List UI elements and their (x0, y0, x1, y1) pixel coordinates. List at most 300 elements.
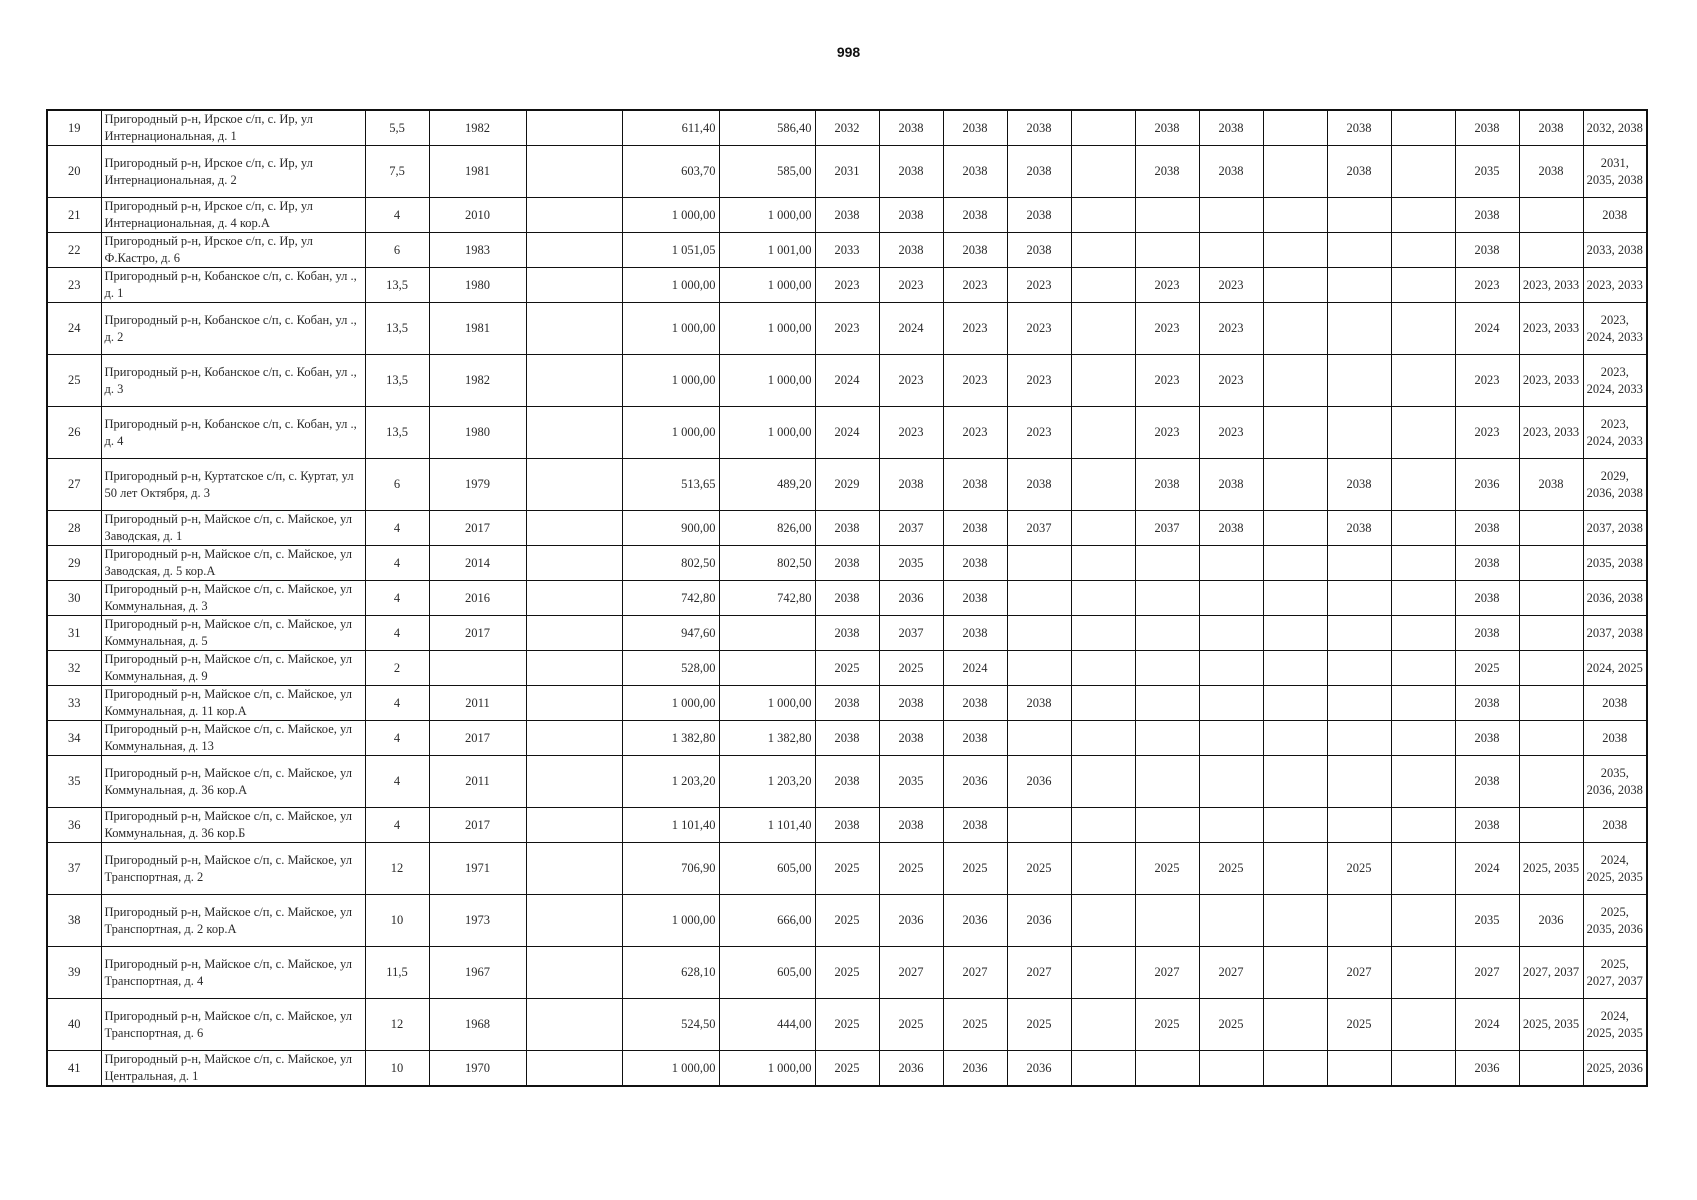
repair-year-cell (1071, 146, 1135, 198)
repair-year-cell: 2027, 2037 (1519, 947, 1583, 999)
area-living-cell (719, 651, 815, 686)
repair-year-cell: 2038 (1327, 110, 1391, 146)
repair-year-cell (1263, 651, 1327, 686)
empty-cell (526, 546, 622, 581)
repair-year-cell (1391, 198, 1455, 233)
table-row (47, 721, 1647, 756)
year-built-cell: 1983 (429, 233, 526, 268)
repair-year-cell (1327, 355, 1391, 407)
repair-year-cell: 2024 (815, 407, 879, 459)
repair-year-cell: 2023 (1135, 303, 1199, 355)
repair-year-cell (1071, 459, 1135, 511)
year-built-cell: 2011 (429, 686, 526, 721)
repair-year-cell: 2038 (1519, 146, 1583, 198)
repair-year-cell: 2024 (943, 651, 1007, 686)
repair-year-cell (1263, 686, 1327, 721)
empty-cell (526, 808, 622, 843)
repair-year-cell (1327, 546, 1391, 581)
repair-year-cell (1071, 686, 1135, 721)
table-row (47, 233, 1647, 268)
address-cell: Пригородный р-н, Кобанское с/п, с. Кобан, ул ., д. 2 (101, 303, 365, 355)
row-number: 35 (47, 756, 101, 808)
repair-year-cell: 2023 (943, 303, 1007, 355)
repair-year-cell (1391, 808, 1455, 843)
row-number: 23 (47, 268, 101, 303)
repair-year-cell: 2038 (815, 721, 879, 756)
repair-year-cell (1263, 546, 1327, 581)
table-row (47, 459, 1647, 511)
repair-year-cell (1391, 843, 1455, 895)
table-row (47, 511, 1647, 546)
repair-year-cell: 2025 (815, 843, 879, 895)
repair-year-cell: 2038 (943, 686, 1007, 721)
repair-year-cell: 2025 (815, 651, 879, 686)
repair-year-cell: 2025 (1455, 651, 1519, 686)
repair-year-cell (1327, 581, 1391, 616)
repair-year-cell (1071, 110, 1135, 146)
repair-year-cell (1263, 808, 1327, 843)
year-built-cell: 2010 (429, 198, 526, 233)
floors-cell: 13,5 (365, 355, 429, 407)
repair-year-cell (1199, 581, 1263, 616)
repair-years-summary-cell: 2037, 2038 (1583, 511, 1647, 546)
table-row (47, 616, 1647, 651)
repair-year-cell: 2027 (943, 947, 1007, 999)
repair-years-summary-cell: 2024, 2025, 2035 (1583, 843, 1647, 895)
floors-cell: 4 (365, 581, 429, 616)
repair-year-cell: 2038 (879, 233, 943, 268)
repair-year-cell: 2038 (879, 686, 943, 721)
repair-year-cell (1263, 407, 1327, 459)
row-number: 26 (47, 407, 101, 459)
repair-years-summary-cell: 2038 (1583, 721, 1647, 756)
area-living-cell: 1 000,00 (719, 198, 815, 233)
repair-years-summary-cell: 2025, 2036 (1583, 1051, 1647, 1087)
repair-year-cell: 2038 (1455, 110, 1519, 146)
repair-year-cell (1391, 756, 1455, 808)
repair-year-cell (1071, 721, 1135, 756)
table-row (47, 198, 1647, 233)
repair-year-cell: 2036 (1455, 459, 1519, 511)
repair-year-cell (1263, 616, 1327, 651)
repair-year-cell (1327, 686, 1391, 721)
repair-year-cell: 2038 (1007, 459, 1071, 511)
repair-year-cell (1519, 1051, 1583, 1087)
repair-year-cell: 2035 (1455, 895, 1519, 947)
address-cell: Пригородный р-н, Майское с/п, с. Майское, ул Коммунальная, д. 5 (101, 616, 365, 651)
area-total-cell: 1 000,00 (622, 355, 719, 407)
repair-year-cell (1391, 146, 1455, 198)
empty-cell (526, 651, 622, 686)
table-row (47, 303, 1647, 355)
repair-year-cell: 2023 (879, 268, 943, 303)
floors-cell: 12 (365, 999, 429, 1051)
floors-cell: 2 (365, 651, 429, 686)
address-cell: Пригородный р-н, Ирское с/п, с. Ир, ул Интернациональная, д. 4 кор.А (101, 198, 365, 233)
repair-year-cell (1263, 459, 1327, 511)
repair-year-cell: 2025 (815, 895, 879, 947)
repair-year-cell: 2025 (1007, 843, 1071, 895)
floors-cell: 10 (365, 895, 429, 947)
table-row (47, 947, 1647, 999)
repair-year-cell (1519, 511, 1583, 546)
area-living-cell: 1 203,20 (719, 756, 815, 808)
empty-cell (526, 1051, 622, 1087)
repair-year-cell (1071, 651, 1135, 686)
address-cell: Пригородный р-н, Майское с/п, с. Майское, ул Коммунальная, д. 36 кор.А (101, 756, 365, 808)
year-built-cell: 2011 (429, 756, 526, 808)
area-total-cell: 706,90 (622, 843, 719, 895)
area-total-cell: 947,60 (622, 616, 719, 651)
repair-years-summary-cell: 2033, 2038 (1583, 233, 1647, 268)
empty-cell (526, 999, 622, 1051)
repair-year-cell (1135, 756, 1199, 808)
address-cell: Пригородный р-н, Майское с/п, с. Майское, ул Коммунальная, д. 11 кор.А (101, 686, 365, 721)
address-cell: Пригородный р-н, Кобанское с/п, с. Кобан, ул ., д. 4 (101, 407, 365, 459)
repair-year-cell (1263, 233, 1327, 268)
empty-cell (526, 756, 622, 808)
repair-year-cell: 2038 (1327, 146, 1391, 198)
repair-year-cell (1199, 546, 1263, 581)
repair-year-cell (1199, 651, 1263, 686)
repair-year-cell (1519, 721, 1583, 756)
area-living-cell: 666,00 (719, 895, 815, 947)
repair-year-cell (1327, 303, 1391, 355)
floors-cell: 7,5 (365, 146, 429, 198)
repair-year-cell: 2038 (879, 808, 943, 843)
repair-year-cell: 2038 (943, 808, 1007, 843)
table-row (47, 808, 1647, 843)
repair-year-cell (1263, 581, 1327, 616)
repair-year-cell: 2038 (1455, 581, 1519, 616)
repair-year-cell: 2038 (1455, 233, 1519, 268)
repair-year-cell (1007, 616, 1071, 651)
repair-year-cell: 2023 (1455, 268, 1519, 303)
address-cell: Пригородный р-н, Майское с/п, с. Майское, ул Транспортная, д. 6 (101, 999, 365, 1051)
repair-year-cell: 2036 (879, 1051, 943, 1087)
empty-cell (526, 947, 622, 999)
area-total-cell: 528,00 (622, 651, 719, 686)
repair-year-cell: 2038 (1455, 616, 1519, 651)
repair-year-cell: 2038 (1007, 198, 1071, 233)
repair-year-cell (1391, 895, 1455, 947)
repair-year-cell (1391, 110, 1455, 146)
repair-year-cell: 2038 (815, 198, 879, 233)
repair-year-cell: 2038 (943, 233, 1007, 268)
area-living-cell: 1 000,00 (719, 407, 815, 459)
repair-year-cell: 2038 (1327, 459, 1391, 511)
floors-cell: 4 (365, 686, 429, 721)
repair-year-cell: 2035 (879, 546, 943, 581)
floors-cell: 13,5 (365, 407, 429, 459)
repair-years-summary-cell: 2035, 2038 (1583, 546, 1647, 581)
repair-year-cell (1135, 895, 1199, 947)
year-built-cell: 2016 (429, 581, 526, 616)
area-total-cell: 611,40 (622, 110, 719, 146)
row-number: 24 (47, 303, 101, 355)
area-living-cell: 802,50 (719, 546, 815, 581)
area-total-cell: 1 051,05 (622, 233, 719, 268)
repair-years-summary-cell: 2037, 2038 (1583, 616, 1647, 651)
repair-year-cell (1391, 686, 1455, 721)
year-built-cell: 2017 (429, 511, 526, 546)
year-built-cell: 1979 (429, 459, 526, 511)
repair-year-cell: 2025, 2035 (1519, 843, 1583, 895)
area-total-cell: 1 000,00 (622, 198, 719, 233)
repair-year-cell: 2038 (943, 721, 1007, 756)
repair-year-cell: 2023 (1007, 268, 1071, 303)
repair-year-cell (1199, 233, 1263, 268)
repair-years-summary-cell: 2025, 2035, 2036 (1583, 895, 1647, 947)
floors-cell: 4 (365, 808, 429, 843)
repair-year-cell (1391, 407, 1455, 459)
address-cell: Пригородный р-н, Ирское с/п, с. Ир, ул Интернациональная, д. 2 (101, 146, 365, 198)
area-living-cell: 585,00 (719, 146, 815, 198)
repair-year-cell: 2027 (1199, 947, 1263, 999)
repair-year-cell (1263, 511, 1327, 546)
repair-year-cell (1135, 233, 1199, 268)
address-cell: Пригородный р-н, Майское с/п, с. Майское, ул Транспортная, д. 4 (101, 947, 365, 999)
year-built-cell (429, 651, 526, 686)
repair-year-cell (1327, 1051, 1391, 1087)
repair-year-cell: 2038 (879, 459, 943, 511)
repair-year-cell: 2036 (1519, 895, 1583, 947)
year-built-cell: 1980 (429, 268, 526, 303)
address-cell: Пригородный р-н, Ирское с/п, с. Ир, ул Интернациональная, д. 1 (101, 110, 365, 146)
row-number: 38 (47, 895, 101, 947)
empty-cell (526, 233, 622, 268)
area-total-cell: 1 101,40 (622, 808, 719, 843)
repair-year-cell: 2038 (1007, 110, 1071, 146)
repair-year-cell: 2023 (943, 268, 1007, 303)
repair-years-summary-cell: 2023, 2024, 2033 (1583, 407, 1647, 459)
floors-cell: 4 (365, 721, 429, 756)
repair-year-cell: 2038 (1327, 511, 1391, 546)
empty-cell (526, 198, 622, 233)
area-living-cell: 1 000,00 (719, 268, 815, 303)
area-total-cell: 1 203,20 (622, 756, 719, 808)
repair-year-cell: 2038 (1199, 146, 1263, 198)
repair-year-cell (1391, 616, 1455, 651)
repair-year-cell (1519, 233, 1583, 268)
table-row (47, 895, 1647, 947)
repair-year-cell: 2027 (1327, 947, 1391, 999)
repair-year-cell: 2038 (1007, 686, 1071, 721)
repair-year-cell (1519, 581, 1583, 616)
repair-year-cell (1007, 546, 1071, 581)
repair-year-cell: 2025 (815, 999, 879, 1051)
repair-year-cell (1071, 546, 1135, 581)
floors-cell: 13,5 (365, 303, 429, 355)
repair-year-cell: 2025 (815, 947, 879, 999)
repair-year-cell: 2038 (943, 198, 1007, 233)
repair-years-summary-cell: 2023, 2024, 2033 (1583, 303, 1647, 355)
table-row (47, 651, 1647, 686)
year-built-cell: 1968 (429, 999, 526, 1051)
year-built-cell: 2017 (429, 721, 526, 756)
repair-year-cell: 2038 (815, 546, 879, 581)
repair-year-cell: 2038 (943, 459, 1007, 511)
repair-year-cell: 2023 (1007, 303, 1071, 355)
repair-year-cell (1391, 233, 1455, 268)
repair-year-cell (1071, 268, 1135, 303)
repair-year-cell (1071, 233, 1135, 268)
repair-year-cell: 2038 (815, 581, 879, 616)
repair-year-cell: 2023 (1007, 355, 1071, 407)
repair-year-cell (1135, 198, 1199, 233)
repair-year-cell (1263, 146, 1327, 198)
address-cell: Пригородный р-н, Кобанское с/п, с. Кобан, ул ., д. 3 (101, 355, 365, 407)
repair-year-cell (1199, 1051, 1263, 1087)
address-cell: Пригородный р-н, Майское с/п, с. Майское, ул Центральная, д. 1 (101, 1051, 365, 1087)
repair-years-summary-cell: 2024, 2025, 2035 (1583, 999, 1647, 1051)
repair-year-cell (1391, 1051, 1455, 1087)
repair-year-cell (1519, 808, 1583, 843)
repair-year-cell (1071, 511, 1135, 546)
repair-year-cell (1327, 407, 1391, 459)
area-living-cell: 1 000,00 (719, 303, 815, 355)
repair-year-cell (1071, 947, 1135, 999)
table-row (47, 268, 1647, 303)
repair-year-cell (1263, 895, 1327, 947)
area-total-cell: 1 000,00 (622, 407, 719, 459)
area-living-cell: 605,00 (719, 843, 815, 895)
area-total-cell: 513,65 (622, 459, 719, 511)
address-cell: Пригородный р-н, Майское с/п, с. Майское, ул Коммунальная, д. 13 (101, 721, 365, 756)
repair-year-cell (1327, 198, 1391, 233)
repair-years-summary-cell: 2035, 2036, 2038 (1583, 756, 1647, 808)
repair-year-cell: 2038 (1135, 110, 1199, 146)
row-number: 33 (47, 686, 101, 721)
area-total-cell: 1 000,00 (622, 303, 719, 355)
repair-year-cell: 2038 (879, 110, 943, 146)
repair-year-cell: 2037 (1135, 511, 1199, 546)
repair-year-cell: 2036 (1007, 756, 1071, 808)
area-total-cell: 1 000,00 (622, 1051, 719, 1087)
repair-year-cell: 2025 (1327, 999, 1391, 1051)
repair-year-cell: 2025, 2035 (1519, 999, 1583, 1051)
repair-year-cell: 2025 (943, 999, 1007, 1051)
area-living-cell: 826,00 (719, 511, 815, 546)
repair-year-cell: 2025 (879, 999, 943, 1051)
table-row (47, 686, 1647, 721)
repair-year-cell: 2023 (1199, 355, 1263, 407)
repair-year-cell: 2036 (943, 1051, 1007, 1087)
repair-year-cell (1199, 756, 1263, 808)
repair-year-cell: 2038 (879, 146, 943, 198)
repair-years-summary-cell: 2038 (1583, 198, 1647, 233)
repair-year-cell: 2038 (1199, 511, 1263, 546)
area-living-cell: 1 101,40 (719, 808, 815, 843)
repair-year-cell: 2036 (879, 895, 943, 947)
area-total-cell: 1 000,00 (622, 268, 719, 303)
repair-year-cell (1519, 546, 1583, 581)
repair-years-summary-cell: 2025, 2027, 2037 (1583, 947, 1647, 999)
repair-year-cell: 2023 (943, 407, 1007, 459)
year-built-cell: 1971 (429, 843, 526, 895)
page-number: 998 (836, 44, 861, 60)
repair-year-cell: 2025 (1007, 999, 1071, 1051)
area-living-cell: 444,00 (719, 999, 815, 1051)
repair-year-cell (1071, 303, 1135, 355)
repair-year-cell: 2023 (1135, 407, 1199, 459)
table-row (47, 546, 1647, 581)
repair-year-cell: 2024 (815, 355, 879, 407)
area-living-cell: 1 382,80 (719, 721, 815, 756)
address-cell: Пригородный р-н, Ирское с/п, с. Ир, ул Ф.Кастро, д. 6 (101, 233, 365, 268)
repair-year-cell (1327, 721, 1391, 756)
repair-year-cell (1135, 616, 1199, 651)
repair-year-cell: 2023 (1007, 407, 1071, 459)
repair-years-summary-cell: 2023, 2024, 2033 (1583, 355, 1647, 407)
repair-year-cell (1199, 808, 1263, 843)
repair-year-cell (1519, 651, 1583, 686)
repair-year-cell: 2025 (1199, 843, 1263, 895)
repair-years-summary-cell: 2029, 2036, 2038 (1583, 459, 1647, 511)
repair-year-cell (1135, 686, 1199, 721)
area-living-cell: 586,40 (719, 110, 815, 146)
repair-year-cell (1519, 198, 1583, 233)
empty-cell (526, 110, 622, 146)
floors-cell: 11,5 (365, 947, 429, 999)
repair-year-cell (1199, 895, 1263, 947)
repair-year-cell: 2038 (1519, 459, 1583, 511)
year-built-cell: 1981 (429, 303, 526, 355)
repair-year-cell (1391, 546, 1455, 581)
repair-year-cell (1071, 895, 1135, 947)
repair-year-cell (1135, 808, 1199, 843)
repair-year-cell (1199, 198, 1263, 233)
repair-year-cell (1007, 721, 1071, 756)
year-built-cell: 2017 (429, 616, 526, 651)
floors-cell: 4 (365, 546, 429, 581)
floors-cell: 4 (365, 616, 429, 651)
repair-year-cell: 2037 (1007, 511, 1071, 546)
repair-year-cell: 2023 (1199, 303, 1263, 355)
repair-year-cell (1391, 721, 1455, 756)
repair-year-cell (1327, 651, 1391, 686)
repair-year-cell (1199, 616, 1263, 651)
address-cell: Пригородный р-н, Майское с/п, с. Майское, ул Коммунальная, д. 9 (101, 651, 365, 686)
row-number: 22 (47, 233, 101, 268)
repair-year-cell: 2032 (815, 110, 879, 146)
repair-year-cell (1391, 268, 1455, 303)
repair-year-cell: 2025 (1327, 843, 1391, 895)
area-living-cell: 1 001,00 (719, 233, 815, 268)
repair-year-cell: 2037 (879, 511, 943, 546)
repair-year-cell (1071, 616, 1135, 651)
repair-year-cell: 2036 (1007, 895, 1071, 947)
repair-year-cell (1263, 198, 1327, 233)
floors-cell: 6 (365, 459, 429, 511)
repair-year-cell: 2033 (815, 233, 879, 268)
empty-cell (526, 721, 622, 756)
repair-year-cell: 2036 (943, 895, 1007, 947)
address-cell: Пригородный р-н, Майское с/п, с. Майское, ул Заводская, д. 5 кор.А (101, 546, 365, 581)
year-built-cell: 1973 (429, 895, 526, 947)
table-row (47, 999, 1647, 1051)
repair-year-cell (1263, 721, 1327, 756)
repair-year-cell (1519, 686, 1583, 721)
repair-year-cell: 2038 (815, 808, 879, 843)
row-number: 31 (47, 616, 101, 651)
year-built-cell: 1970 (429, 1051, 526, 1087)
repair-year-cell (1519, 616, 1583, 651)
repair-year-cell: 2024 (879, 303, 943, 355)
row-number: 21 (47, 198, 101, 233)
repair-year-cell: 2038 (1199, 110, 1263, 146)
floors-cell: 10 (365, 1051, 429, 1087)
